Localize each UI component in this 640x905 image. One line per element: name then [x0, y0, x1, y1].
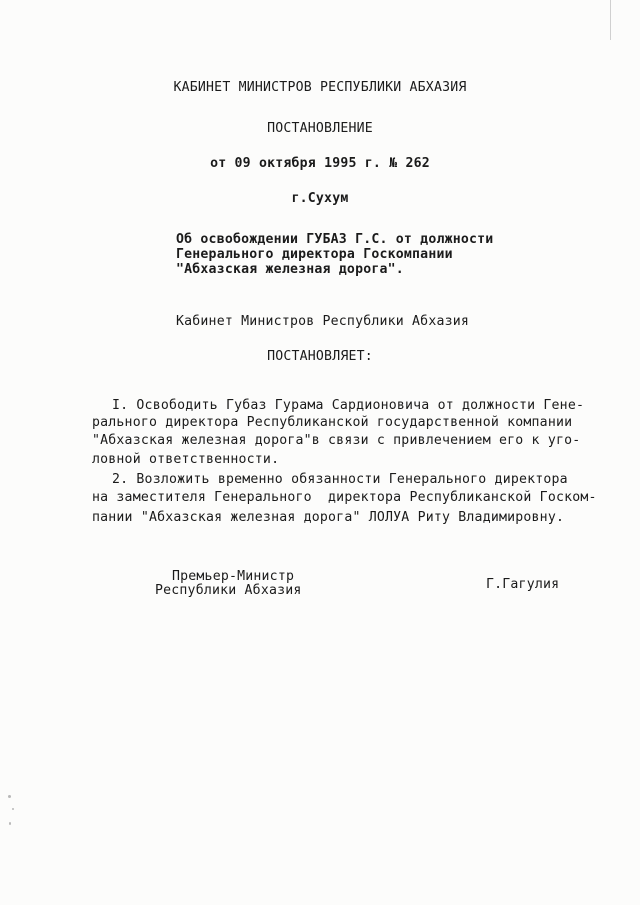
doc-type-heading: ПОСТАНОВЛЕНИЕ	[267, 121, 373, 136]
item-2-line-2: на заместителя Генерального директора Республиканской Госком-	[92, 490, 597, 505]
scan-speck	[8, 795, 11, 798]
signatory-name: Г.Гагулия	[486, 577, 560, 592]
subject-line-2: Генерального директора Госкомпании	[176, 247, 453, 262]
scan-speck	[9, 822, 11, 825]
item-1-line-2: рального директора Республиканской государственной компании	[92, 415, 573, 430]
item-1-line-1: I. Освободить Губаз Гурама Сардионовича от должности Гене-	[112, 398, 585, 413]
city: г.Сухум	[291, 191, 349, 206]
item-1-line-4: ловной ответственности.	[92, 452, 280, 467]
cabinet-heading: КАБИНЕТ МИНИСТРОВ РЕСПУБЛИКИ АБХАЗИЯ	[173, 80, 467, 95]
date-number: от 09 октября 1995 г. № 262	[210, 156, 430, 171]
subject-line-3: "Абхазская железная дорога".	[176, 262, 404, 277]
scan-edge-line	[610, 0, 611, 40]
item-1-line-3: "Абхазская железная дорога"в связи с привлечением его к уго-	[92, 433, 581, 448]
signatory-title-2: Республики Абхазия	[155, 583, 302, 598]
decree-word: ПОСТАНОВЛЯЕТ:	[267, 349, 373, 364]
scan-speck	[12, 808, 14, 810]
preamble: Кабинет Министров Республики Абхазия	[176, 314, 470, 329]
item-2-line-3: пании "Абхазская железная дорога" ЛОЛУА Риту Владимировну.	[92, 510, 565, 525]
signatory-title-1: Премьер-Министр	[172, 569, 295, 584]
subject-line-1: Об освобождении ГУБАЗ Г.С. от должности	[176, 232, 494, 247]
item-2-line-1: 2. Возложить временно обязанности Генерального директора	[112, 472, 568, 487]
